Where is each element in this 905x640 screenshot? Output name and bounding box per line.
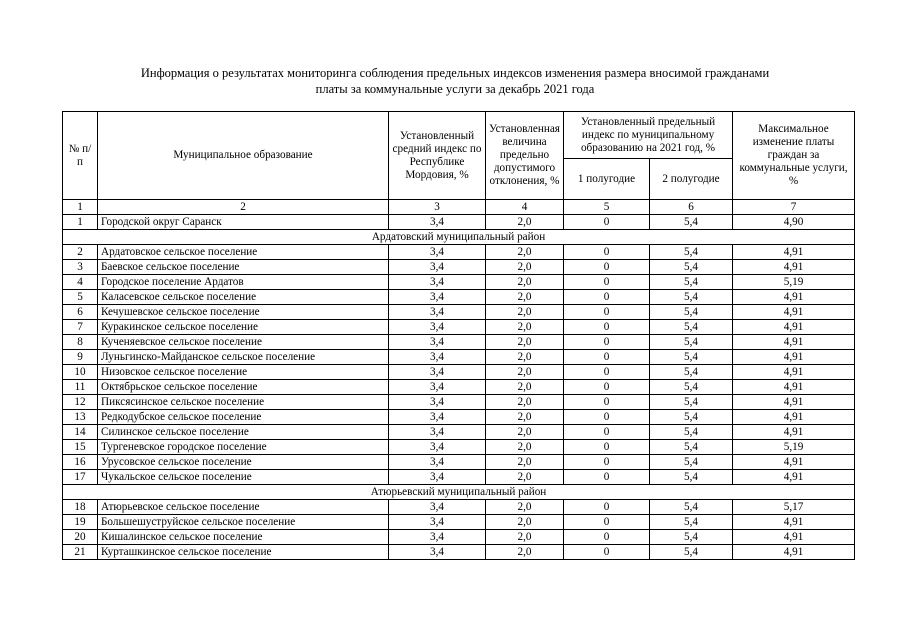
title-line-2: платы за коммунальные услуги за декабрь 2021 года bbox=[315, 82, 595, 96]
half2-value: 5,4 bbox=[650, 305, 733, 320]
header-max-change: Максимальное изменение платы граждан за коммунальные услуги, % bbox=[733, 112, 855, 200]
deviation-value: 2,0 bbox=[486, 260, 564, 275]
half2-value: 5,4 bbox=[650, 530, 733, 545]
avg-index-value: 3,4 bbox=[389, 425, 486, 440]
row-number: 12 bbox=[63, 395, 98, 410]
max-change-value: 4,91 bbox=[733, 410, 855, 425]
max-change-value: 5,19 bbox=[733, 440, 855, 455]
avg-index-value: 3,4 bbox=[389, 545, 486, 560]
half1-value: 0 bbox=[564, 275, 650, 290]
max-change-value: 4,91 bbox=[733, 530, 855, 545]
max-change-value: 4,91 bbox=[733, 455, 855, 470]
avg-index-value: 3,4 bbox=[389, 260, 486, 275]
col-number: 2 bbox=[98, 200, 389, 215]
max-change-value: 4,91 bbox=[733, 365, 855, 380]
municipality-name: Ардатовское сельское поселение bbox=[98, 245, 389, 260]
half1-value: 0 bbox=[564, 395, 650, 410]
deviation-value: 2,0 bbox=[486, 275, 564, 290]
half2-value: 5,4 bbox=[650, 440, 733, 455]
half1-value: 0 bbox=[564, 335, 650, 350]
half1-value: 0 bbox=[564, 515, 650, 530]
row-number: 16 bbox=[63, 455, 98, 470]
deviation-value: 2,0 bbox=[486, 215, 564, 230]
max-change-value: 4,91 bbox=[733, 515, 855, 530]
row-number: 1 bbox=[63, 215, 98, 230]
avg-index-value: 3,4 bbox=[389, 275, 486, 290]
max-change-value: 4,91 bbox=[733, 395, 855, 410]
table-row bbox=[63, 425, 855, 440]
table-row bbox=[63, 350, 855, 365]
district-header-row bbox=[63, 485, 855, 500]
half2-value: 5,4 bbox=[650, 500, 733, 515]
municipality-name: Урусовское сельское поселение bbox=[98, 455, 389, 470]
deviation-value: 2,0 bbox=[486, 470, 564, 485]
row-number: 11 bbox=[63, 380, 98, 395]
avg-index-value: 3,4 bbox=[389, 335, 486, 350]
max-change-value: 4,91 bbox=[733, 305, 855, 320]
half2-value: 5,4 bbox=[650, 215, 733, 230]
half2-value: 5,4 bbox=[650, 275, 733, 290]
avg-index-value: 3,4 bbox=[389, 320, 486, 335]
row-number: 4 bbox=[63, 275, 98, 290]
col-number: 1 bbox=[63, 200, 98, 215]
half2-value: 5,4 bbox=[650, 410, 733, 425]
table-row bbox=[63, 275, 855, 290]
half1-value: 0 bbox=[564, 440, 650, 455]
deviation-value: 2,0 bbox=[486, 350, 564, 365]
half1-value: 0 bbox=[564, 425, 650, 440]
half1-value: 0 bbox=[564, 365, 650, 380]
table-row bbox=[63, 335, 855, 350]
max-change-value: 4,91 bbox=[733, 245, 855, 260]
header-municipality: Муниципальное образование bbox=[98, 112, 389, 200]
max-change-value: 4,91 bbox=[733, 260, 855, 275]
max-change-value: 4,90 bbox=[733, 215, 855, 230]
row-number: 13 bbox=[63, 410, 98, 425]
max-change-value: 5,17 bbox=[733, 500, 855, 515]
avg-index-value: 3,4 bbox=[389, 365, 486, 380]
half1-value: 0 bbox=[564, 245, 650, 260]
half2-value: 5,4 bbox=[650, 365, 733, 380]
row-number: 19 bbox=[63, 515, 98, 530]
municipality-name: Каласевское сельское поселение bbox=[98, 290, 389, 305]
avg-index-value: 3,4 bbox=[389, 515, 486, 530]
half2-value: 5,4 bbox=[650, 425, 733, 440]
municipality-name: Кечушевское сельское поселение bbox=[98, 305, 389, 320]
avg-index-value: 3,4 bbox=[389, 215, 486, 230]
half1-value: 0 bbox=[564, 455, 650, 470]
max-change-value: 4,91 bbox=[733, 320, 855, 335]
row-number: 6 bbox=[63, 305, 98, 320]
row-number: 21 bbox=[63, 545, 98, 560]
municipality-name: Кученяевское сельское поселение bbox=[98, 335, 389, 350]
deviation-value: 2,0 bbox=[486, 515, 564, 530]
row-number: 17 bbox=[63, 470, 98, 485]
avg-index-value: 3,4 bbox=[389, 350, 486, 365]
half2-value: 5,4 bbox=[650, 470, 733, 485]
header-half-2: 2 полугодие bbox=[650, 159, 733, 200]
table-row bbox=[63, 500, 855, 515]
table-row bbox=[63, 515, 855, 530]
header-limit-index: Установленный предельный индекс по муниципальному образованию на 2021 год, % bbox=[564, 112, 733, 159]
half2-value: 5,4 bbox=[650, 350, 733, 365]
table-row bbox=[63, 530, 855, 545]
half2-value: 5,4 bbox=[650, 335, 733, 350]
table-row bbox=[63, 395, 855, 410]
table-row bbox=[63, 260, 855, 275]
max-change-value: 4,91 bbox=[733, 350, 855, 365]
half1-value: 0 bbox=[564, 215, 650, 230]
table-row bbox=[63, 545, 855, 560]
row-number: 7 bbox=[63, 320, 98, 335]
avg-index-value: 3,4 bbox=[389, 455, 486, 470]
half1-value: 0 bbox=[564, 290, 650, 305]
municipality-name: Курташкинское сельское поселение bbox=[98, 545, 389, 560]
max-change-value: 5,19 bbox=[733, 275, 855, 290]
table-row bbox=[63, 245, 855, 260]
row-number: 8 bbox=[63, 335, 98, 350]
deviation-value: 2,0 bbox=[486, 380, 564, 395]
max-change-value: 4,91 bbox=[733, 545, 855, 560]
table-row bbox=[63, 290, 855, 305]
avg-index-value: 3,4 bbox=[389, 290, 486, 305]
table-row bbox=[63, 305, 855, 320]
row-number: 15 bbox=[63, 440, 98, 455]
table-row bbox=[63, 455, 855, 470]
half2-value: 5,4 bbox=[650, 380, 733, 395]
row-number: 14 bbox=[63, 425, 98, 440]
title-line-1: Информация о результатах мониторинга соблюдения предельных индексов изменения размера вносимой гражданами bbox=[140, 66, 770, 80]
municipality-name: Большешуструйское сельское поселение bbox=[98, 515, 389, 530]
monitoring-table bbox=[62, 111, 855, 560]
deviation-value: 2,0 bbox=[486, 500, 564, 515]
half1-value: 0 bbox=[564, 320, 650, 335]
avg-index-value: 3,4 bbox=[389, 470, 486, 485]
deviation-value: 2,0 bbox=[486, 545, 564, 560]
half1-value: 0 bbox=[564, 410, 650, 425]
row-number: 5 bbox=[63, 290, 98, 305]
deviation-value: 2,0 bbox=[486, 395, 564, 410]
municipality-name: Кишалинское сельское поселение bbox=[98, 530, 389, 545]
document-title bbox=[55, 65, 855, 97]
col-number: 3 bbox=[389, 200, 486, 215]
header-max-deviation: Установленная величина предельно допустимого отклонения, % bbox=[486, 112, 564, 200]
half2-value: 5,4 bbox=[650, 290, 733, 305]
row-number: 18 bbox=[63, 500, 98, 515]
header-half-1: 1 полугодие bbox=[564, 159, 650, 200]
deviation-value: 2,0 bbox=[486, 455, 564, 470]
column-numbers-row bbox=[63, 200, 855, 215]
district-title: Ардатовский муниципальный район bbox=[63, 230, 855, 245]
deviation-value: 2,0 bbox=[486, 440, 564, 455]
table-row bbox=[63, 380, 855, 395]
municipality-name: Тургеневское городское поселение bbox=[98, 440, 389, 455]
half2-value: 5,4 bbox=[650, 515, 733, 530]
half2-value: 5,4 bbox=[650, 395, 733, 410]
half2-value: 5,4 bbox=[650, 260, 733, 275]
table-row bbox=[63, 410, 855, 425]
row-number: 3 bbox=[63, 260, 98, 275]
half2-value: 5,4 bbox=[650, 245, 733, 260]
municipality-name: Атюрьевское сельское поселение bbox=[98, 500, 389, 515]
header-avg-index: Установленный средний индекс по Республике Мордовия, % bbox=[389, 112, 486, 200]
max-change-value: 4,91 bbox=[733, 425, 855, 440]
avg-index-value: 3,4 bbox=[389, 305, 486, 320]
col-number: 5 bbox=[564, 200, 650, 215]
deviation-value: 2,0 bbox=[486, 245, 564, 260]
district-header-row bbox=[63, 230, 855, 245]
half1-value: 0 bbox=[564, 305, 650, 320]
deviation-value: 2,0 bbox=[486, 425, 564, 440]
avg-index-value: 3,4 bbox=[389, 530, 486, 545]
municipality-name: Пиксясинское сельское поселение bbox=[98, 395, 389, 410]
half1-value: 0 bbox=[564, 545, 650, 560]
district-title: Атюрьевский муниципальный район bbox=[63, 485, 855, 500]
municipality-name: Городское поселение Ардатов bbox=[98, 275, 389, 290]
col-number: 7 bbox=[733, 200, 855, 215]
deviation-value: 2,0 bbox=[486, 320, 564, 335]
half1-value: 0 bbox=[564, 470, 650, 485]
deviation-value: 2,0 bbox=[486, 365, 564, 380]
max-change-value: 4,91 bbox=[733, 335, 855, 350]
deviation-value: 2,0 bbox=[486, 305, 564, 320]
municipality-name: Низовское сельское поселение bbox=[98, 365, 389, 380]
row-number: 20 bbox=[63, 530, 98, 545]
municipality-name: Октябрьское сельское поселение bbox=[98, 380, 389, 395]
avg-index-value: 3,4 bbox=[389, 410, 486, 425]
row-number: 10 bbox=[63, 365, 98, 380]
col-number: 4 bbox=[486, 200, 564, 215]
deviation-value: 2,0 bbox=[486, 290, 564, 305]
table-row bbox=[63, 440, 855, 455]
avg-index-value: 3,4 bbox=[389, 500, 486, 515]
municipality-name: Редкодубское сельское поселение bbox=[98, 410, 389, 425]
table-row bbox=[63, 320, 855, 335]
deviation-value: 2,0 bbox=[486, 530, 564, 545]
max-change-value: 4,91 bbox=[733, 470, 855, 485]
row-number: 2 bbox=[63, 245, 98, 260]
table-row bbox=[63, 215, 855, 230]
municipality-name: Куракинское сельское поселение bbox=[98, 320, 389, 335]
half1-value: 0 bbox=[564, 350, 650, 365]
avg-index-value: 3,4 bbox=[389, 395, 486, 410]
header-num: № п/п bbox=[63, 112, 98, 200]
half1-value: 0 bbox=[564, 500, 650, 515]
avg-index-value: 3,4 bbox=[389, 245, 486, 260]
half2-value: 5,4 bbox=[650, 545, 733, 560]
half1-value: 0 bbox=[564, 260, 650, 275]
max-change-value: 4,91 bbox=[733, 380, 855, 395]
municipality-name: Городской округ Саранск bbox=[98, 215, 389, 230]
table-row bbox=[63, 470, 855, 485]
half2-value: 5,4 bbox=[650, 320, 733, 335]
municipality-name: Баевское сельское поселение bbox=[98, 260, 389, 275]
row-number: 9 bbox=[63, 350, 98, 365]
municipality-name: Чукальское сельское поселение bbox=[98, 470, 389, 485]
municipality-name: Силинское сельское поселение bbox=[98, 425, 389, 440]
half2-value: 5,4 bbox=[650, 455, 733, 470]
half1-value: 0 bbox=[564, 530, 650, 545]
table-row bbox=[63, 365, 855, 380]
max-change-value: 4,91 bbox=[733, 290, 855, 305]
avg-index-value: 3,4 bbox=[389, 440, 486, 455]
avg-index-value: 3,4 bbox=[389, 380, 486, 395]
deviation-value: 2,0 bbox=[486, 335, 564, 350]
deviation-value: 2,0 bbox=[486, 410, 564, 425]
municipality-name: Луньгинско-Майданское сельское поселение bbox=[98, 350, 389, 365]
half1-value: 0 bbox=[564, 380, 650, 395]
col-number: 6 bbox=[650, 200, 733, 215]
